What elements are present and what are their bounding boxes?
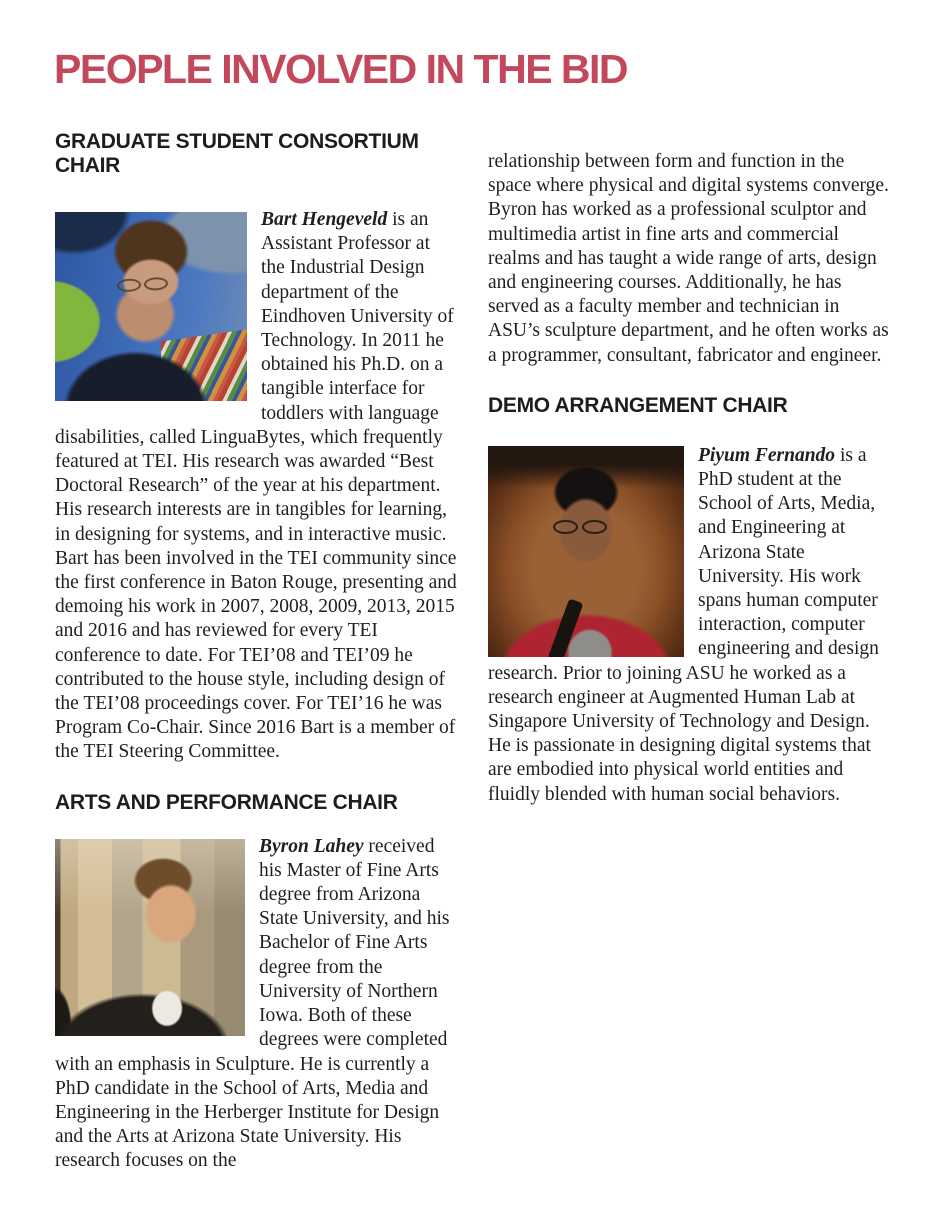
bio-byron-lahey-continuation: relationship between form and function in the space where physical and digital systems converge. Byron has worked as a professional sculptor and multimedia artist in fine arts and commercial realms and has taught a wide range of arts, design and engineering courses. Additionally, he has served as a faculty member and technician in ASU’s sculpture department, and he often works as a programmer, consultant, fabricator and engineer. [488,151,889,366]
right-column [488,150,891,807]
byron-lahey-photo [55,839,245,1036]
person-name-bart-hengeveld: Bart Hengeveld [261,209,388,230]
bio-text: is an Assistant Professor at the Industrial Design department of the Eindhoven University of Technology. In 2011 he obtained his Ph.D. on a tangible interface for toddlers with language disabilities, called LinguaBytes, which frequently featured at TEI. His research was awarded “Best Doctoral Research” of the year at his department. His research interests are in tangibles for learning, in designing for systems, and in interactive music. Bart has been involved in the TEI community since the first conference in Baton Rouge, presenting and demoing his work in 2007, 2008, 2009, 2013, 2015 and 2016 and has reviewed for every TEI conference to date. For TEI’08 and TEI’09 he contributed to the house style, including design of the TEI’08 proceedings cover. For TEI’16 he was Program Co-Chair. Since 2016 Bart is a member of the TEI Steering Committee. [55,209,457,763]
bio-piyum-fernando [488,444,891,807]
bio-text: received his Master of Fine Arts degree from Arizona State University, and his Bachelor of Fine Arts degree from the University of Northern Iowa. Both of these degrees were completed with an emphasis in Sculpture. He is currently a PhD candidate in the School of Arts, Media and Engineering in the Herberger Institute for Design and the Arts at Arizona State University. His research focuses on the [55,835,450,1172]
person-name-piyum-fernando: Piyum Fernando [698,444,836,466]
byron-figure [55,839,245,1036]
section-heading-graduate-student-consortium-chair: GRADUATE STUDENT CONSORTIUM CHAIR [55,130,419,177]
bio-text: is a PhD student at the School of Arts, Media, and Engineering at Arizona State University. His work spans human computer interaction, computer engineering and design research. Prior to joining ASU he worked as a research engineer at Augmented Human Lab at Singapore University of Technology and Design. He is passionate in designing digital systems that are embodied into physical world entities and fluidly blended with human social behaviors. [488,444,879,805]
bio-byron-lahey [55,835,458,1174]
bart-hengeveld-photo [55,212,247,401]
glasses-decoration [553,520,611,534]
left-column [55,130,458,1174]
piyum-fernando-photo [488,446,684,657]
bio-bart-hengeveld [55,208,458,765]
page-title: PEOPLE INVOLVED IN THE BID [54,46,628,92]
person-name-byron-lahey: Byron Lahey [259,835,364,857]
section-heading-demo-arrangement-chair: DEMO ARRANGEMENT CHAIR [488,393,788,417]
piyum-figure [488,446,684,657]
section-heading-arts-and-performance-chair: ARTS AND PERFORMANCE CHAIR [55,790,398,814]
bart-figure [55,212,247,401]
